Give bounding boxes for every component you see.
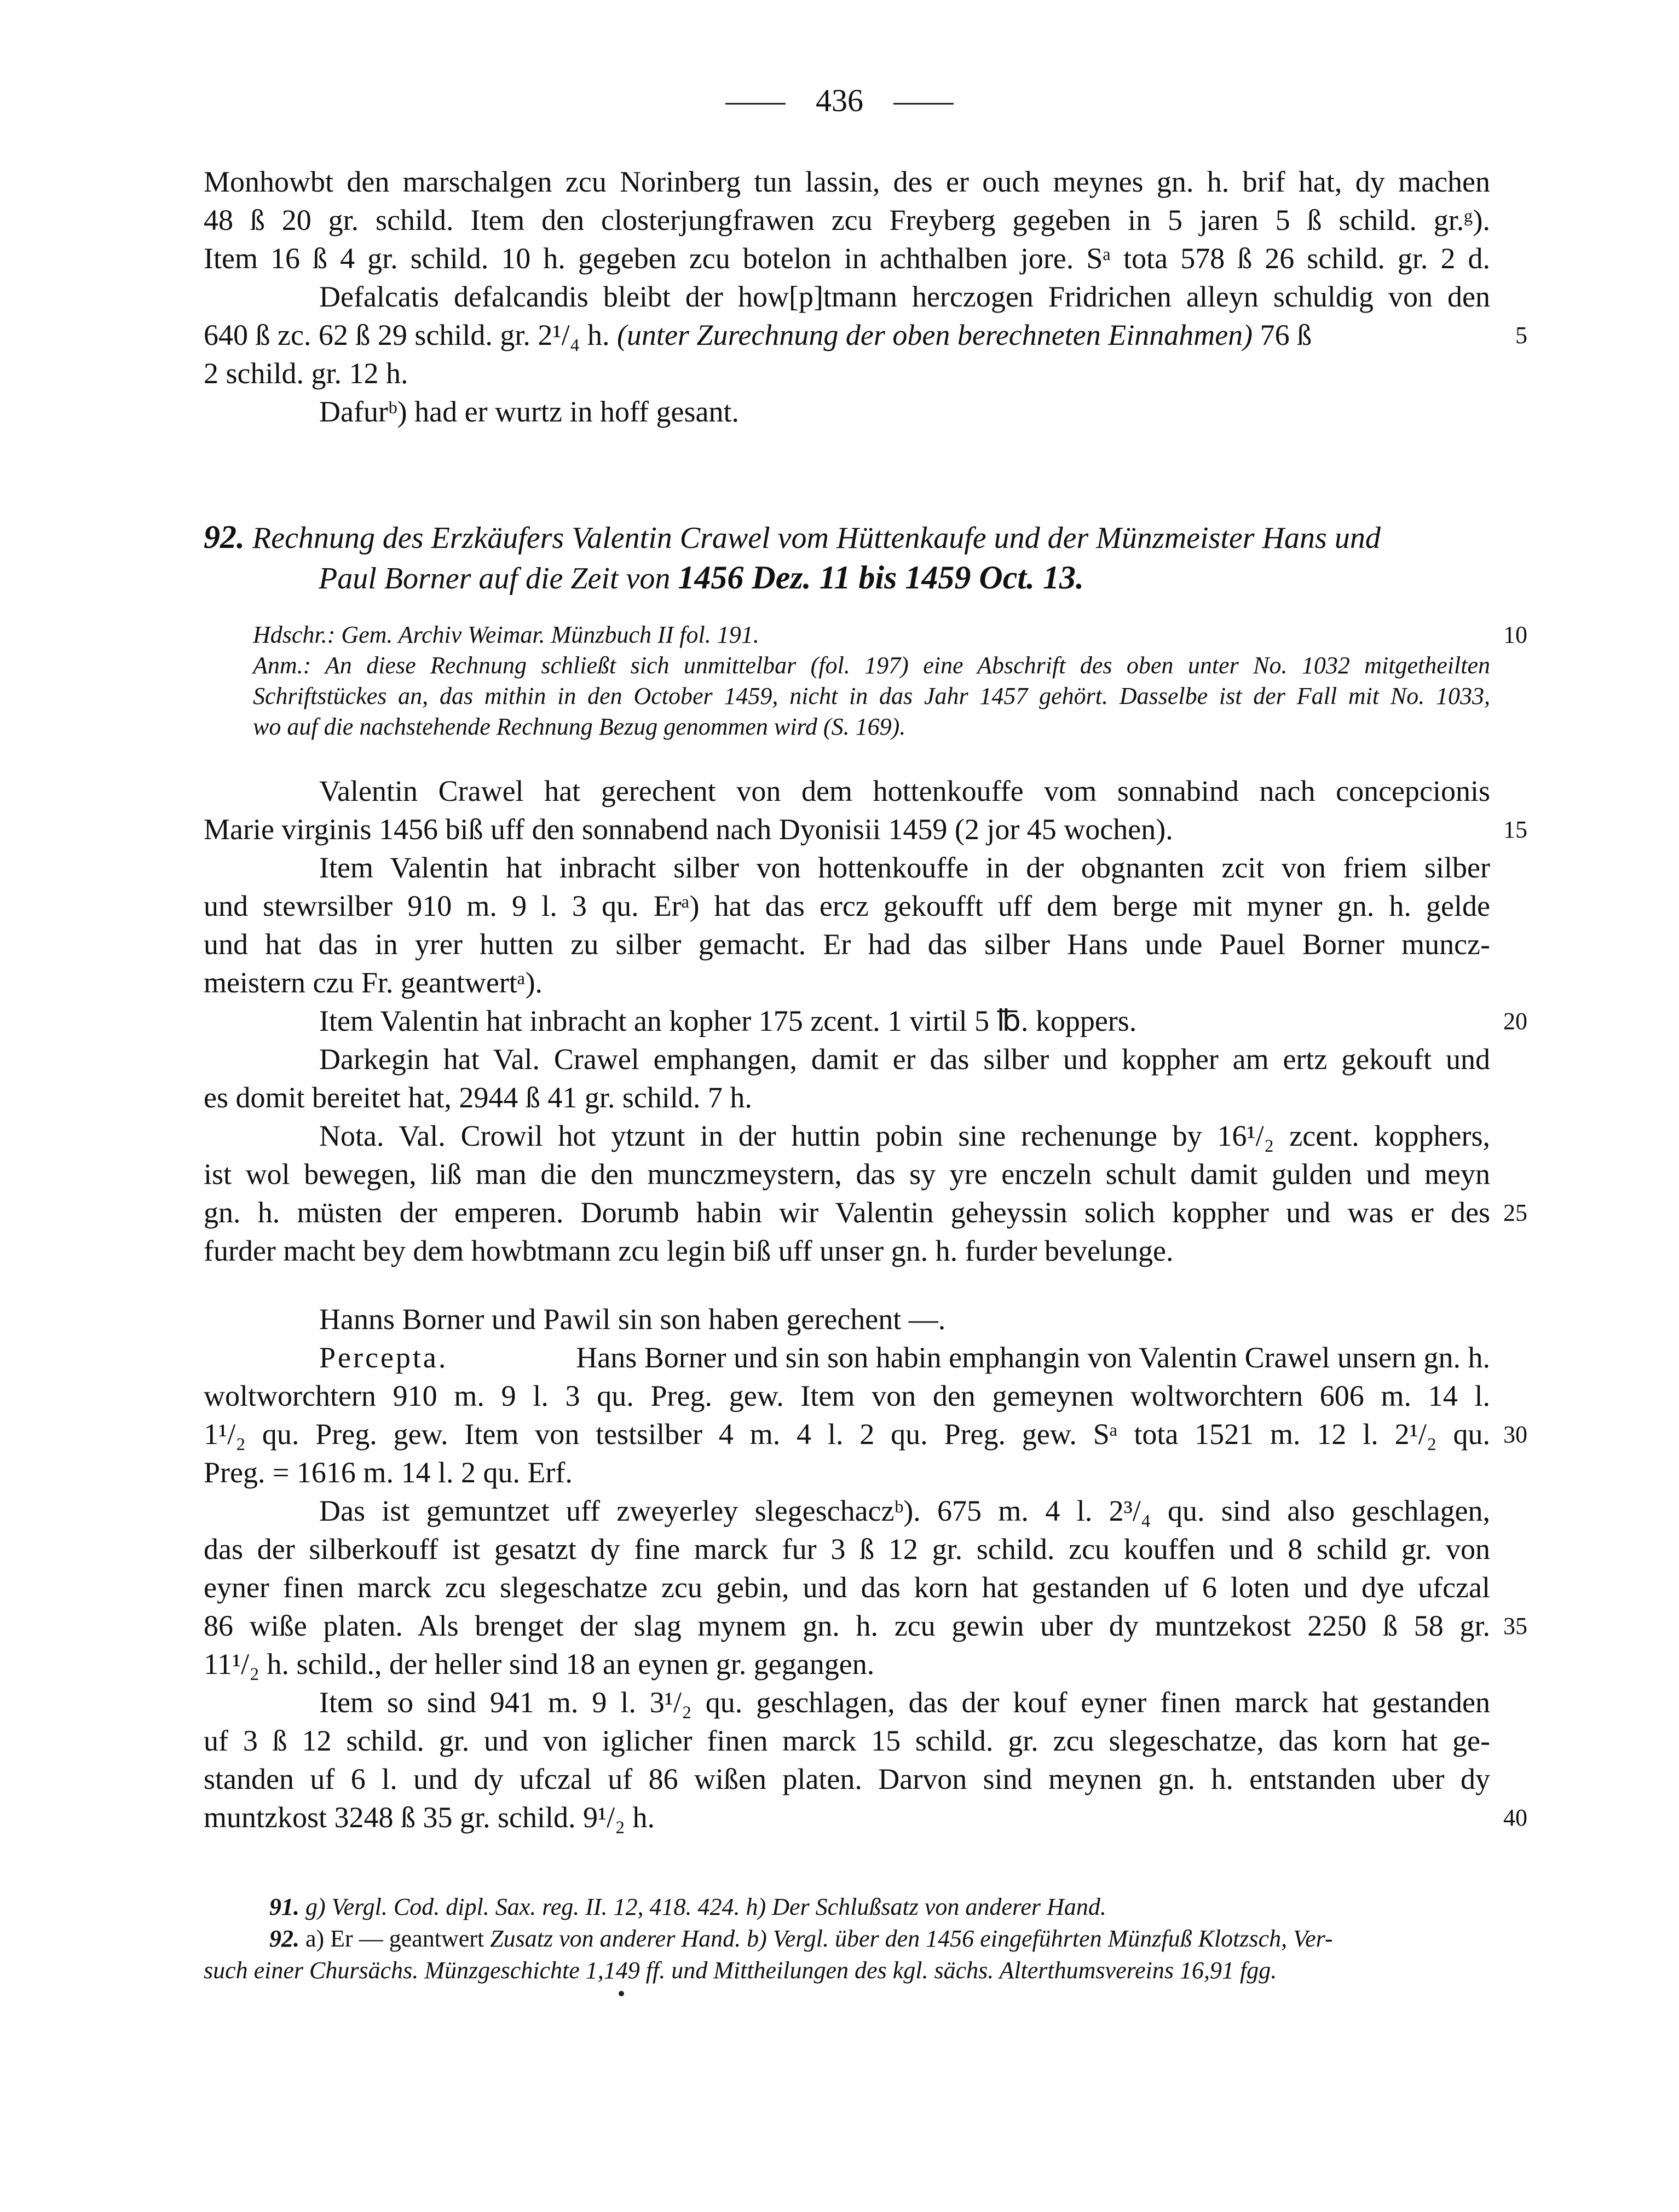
footnote-text: Zusatz von anderer Hand. b) Vergl. über den 1456 eingeführten Münzfuß Klotzsch, Ver- [490, 1925, 1333, 1952]
text-line: Item Valentin hat inbracht silber von hottenkouffe in der obgnanten zcit von friem silber [319, 851, 1490, 884]
text-line: Defalcatis defalcandis bleibt der how[p]tmann herczogen Fridrichen alleyn schuldig von den [319, 280, 1490, 313]
text-line: standen uf 6 l. und dy ufczal uf 86 wißen platen. Darvon sind meynen gn. h. entstanden uber dy [204, 1763, 1490, 1795]
margin-line-number: 30 [1503, 1421, 1527, 1448]
text-line: ist wol bewegen, liß man die den munczmeystern, das sy yre enczeln schult damit gulden und meyn [204, 1158, 1490, 1191]
header-rule-left [725, 103, 786, 105]
text-line: es domit bereitet hat, 2944 ß 41 gr. schild. 7 h. [204, 1081, 752, 1114]
footnote-text: a) Er — geantwert [305, 1925, 484, 1952]
text-line: Item 16 ß 4 gr. schild. 10 h. gegeben zcu botelon in achthalben jore. Sᵃ tota 578 ß 26 schild. gr. 2 d. [204, 242, 1490, 275]
text-line: 86 wiße platen. Als brenget der slag mynem gn. h. zcu gewin uber dy muntzekost 2250 ß 58 gr. [204, 1609, 1490, 1642]
editorial-note: (unter Zurechnung der oben berechneten Einnahmen) [616, 319, 1253, 351]
print-speck [619, 1991, 624, 1996]
footnote-text: g) Vergl. Cod. dipl. Sax. reg. II. 12, 418. 424. h) Der Schlußsatz von anderer Hand. [305, 1893, 1106, 1920]
annotation-line: Schriftstückes an, das mithin in den October 1459, nicht in das Jahr 1457 gehört. Dasselbe ist der Fall mit No. 1033, [253, 683, 1490, 709]
text-segment: Hans Borner und sin son habin emphangin von Valentin Crawel unsern gn. h. [576, 1341, 1490, 1374]
header-rule-right [893, 103, 954, 105]
text-line: eyner finen marck zcu slegeschatze zcu gebin, und das korn hat gestanden uf 6 loten und dye ufczal [204, 1571, 1490, 1604]
text-line: Preg. = 1616 m. 14 l. 2 qu. Erf. [204, 1456, 573, 1489]
text-line: Valentin Crawel hat gerechent von dem hottenkouffe vom sonnabind nach concepcionis [319, 775, 1490, 807]
footnote-92-cont: such einer Chursächs. Münzgeschichte 1,149 ff. und Mittheilungen des kgl. sächs. Alterthumsvereins 16,91 fgg. [204, 1957, 1277, 1984]
annotation-line: Anm.: An diese Rechnung schließt sich unmittelbar (fol. 197) eine Abschrift des oben unter No. 1032 mitgetheilten [253, 652, 1490, 679]
footnote-number: 92. [269, 1925, 299, 1952]
margin-line-number: 25 [1503, 1199, 1527, 1226]
text-line: 2 schild. gr. 12 h. [204, 357, 408, 390]
text-line: Darkegin hat Val. Crawel emphangen, damit er das silber und koppher am ertz gekouft und [319, 1043, 1490, 1076]
text-line: Monhowbt den marschalgen zcu Norinberg tun lassin, des er ouch meynes gn. h. brif hat, dy machen [204, 165, 1490, 198]
text-line: Dafurᵇ) had er wurtz in hoff gesant. [319, 395, 739, 428]
manuscript-note: Hdschr.: Gem. Archiv Weimar. Münzbuch II fol. 191. [253, 621, 759, 648]
text-line: Item so sind 941 m. 9 l. 3¹/₂ qu. geschlagen, das der kouf eyner finen marck hat gestanden [319, 1686, 1490, 1719]
annotation-line: wo auf die nachstehende Rechnung Bezug genommen wird (S. 169). [253, 713, 906, 740]
text-line: muntzkost 3248 ß 35 gr. schild. 9¹/₂ h. [204, 1801, 655, 1834]
margin-line-number: 35 [1503, 1613, 1527, 1639]
percepta-label: Percepta. [319, 1341, 448, 1374]
footnote-91 [269, 1891, 1106, 1923]
text-line: woltworchtern 910 m. 9 l. 3 qu. Preg. gew. Item von den gemeynen woltworchtern 606 m. 14 l. [204, 1379, 1490, 1412]
text-line: und stewrsilber 910 m. 9 l. 3 qu. Erᵃ) hat das ercz gekoufft uff dem berge mit myner gn. h. gelde [204, 890, 1490, 922]
text-line: furder macht bey dem howbtmann zcu legin biß uff unser gn. h. furder bevelunge. [204, 1234, 1174, 1267]
footnote-number: 91. [269, 1893, 299, 1920]
section-title-line2: Paul Borner auf die Zeit von [319, 562, 671, 596]
text-line: gn. h. müsten der emperen. Dorumb habin wir Valentin geheyssin solich koppher und was er des [204, 1196, 1490, 1229]
text-segment: 76 ß [1260, 319, 1312, 351]
margin-line-number: 5 [1515, 322, 1527, 349]
page-number: 436 [816, 83, 863, 118]
text-line: und hat das in yrer hutten zu silber gemacht. Er had das silber Hans unde Pauel Borner muncz- [204, 928, 1490, 961]
text-line: uf 3 ß 12 schild. gr. und von iglicher finen marck 15 schild. gr. zcu slegeschatze, das korn hat ge- [204, 1724, 1490, 1757]
footnote-92 [269, 1923, 1333, 1955]
text-line: das der silberkouff ist gesatzt dy fine marck fur 3 ß 12 gr. schild. zcu kouffen und 8 schild gr. von [204, 1533, 1490, 1566]
page-number-header [0, 82, 1679, 119]
text-line: 48 ß 20 gr. schild. Item den closterjungfrawen zcu Freyberg gegeben in 5 jaren 5 ß schild. gr.ᵍ). [204, 204, 1490, 236]
section-number: 92. [204, 519, 245, 555]
text-line: 11¹/₂ h. schild., der heller sind 18 an eynen gr. gegangen. [204, 1648, 875, 1680]
section-heading [204, 517, 1490, 598]
margin-line-number: 40 [1503, 1804, 1527, 1831]
margin-line-number: 15 [1503, 816, 1527, 843]
text-line-mixed [319, 1338, 1490, 1377]
text-line-mixed [204, 316, 1490, 354]
text-line: Marie virginis 1456 biß uff den sonnabend nach Dyonisii 1459 (2 jor 45 wochen). [204, 813, 1173, 846]
section-title-line1: Rechnung des Erzkäufers Valentin Crawel vom Hüttenkaufe und der Münzmeister Hans und [252, 521, 1381, 555]
text-line: Nota. Val. Crowil hot ytzunt in der huttin pobin sine rechenunge by 16¹/₂ zcent. kopphers, [319, 1119, 1490, 1152]
section-date-range: 1456 Dez. 11 bis 1459 Oct. 13. [678, 559, 1084, 596]
text-line: Das ist gemuntzet uff zweyerley slegeschaczᵇ). 675 m. 4 l. 2³/₄ qu. sind also geschlagen, [319, 1494, 1490, 1527]
text-line: Hanns Borner und Pawil sin son haben gerechent —. [319, 1303, 946, 1336]
margin-line-number: 10 [1503, 621, 1527, 648]
text-segment: 640 ß zc. 62 ß 29 schild. gr. 2¹/₄ h. [204, 319, 610, 351]
text-line: 1¹/₂ qu. Preg. gew. Item von testsilber 4 m. 4 l. 2 qu. Preg. gew. Sᵃ tota 1521 m. 12 l. 2¹/₂ qu. [204, 1418, 1490, 1451]
text-line: meistern czu Fr. geantwertᵃ). [204, 966, 543, 999]
margin-line-number: 20 [1503, 1008, 1527, 1035]
text-line: Item Valentin hat inbracht an kopher 175 zcent. 1 virtil 5 ℔. koppers. [319, 1004, 1137, 1037]
